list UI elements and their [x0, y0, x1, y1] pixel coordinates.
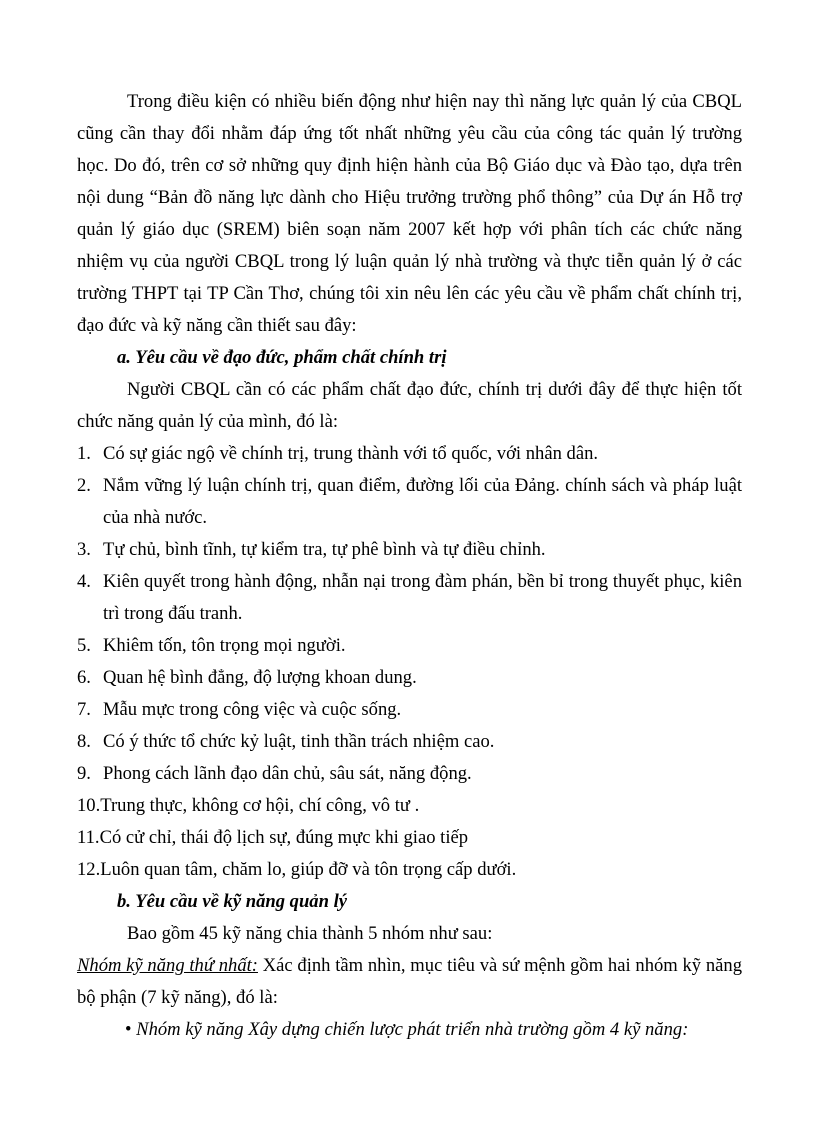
item-number: 10. [77, 795, 101, 816]
group1-paragraph [77, 950, 742, 1014]
list-item [77, 534, 742, 566]
bullet-line [77, 1014, 742, 1046]
group1-text: Xác định tầm nhìn, mục tiêu và sứ mệnh gồm hai nhóm kỹ năng bộ phận (7 kỹ năng), đó là: [77, 955, 742, 1008]
item-text: Phong cách lãnh đạo dân chủ, sâu sát, năng động. [103, 763, 472, 784]
list-item [77, 438, 742, 470]
list-item [77, 694, 742, 726]
group1-title: Nhóm kỹ năng thứ nhất: [77, 955, 258, 976]
list-item [77, 726, 742, 758]
item-number: 8. [77, 731, 91, 752]
section-a-intro: Người CBQL cần có các phẩm chất đạo đức, chính trị dưới đây để thực hiện tốt chức năng quản lý của mình, đó là: [77, 379, 742, 432]
item-text: Có cử chỉ, thái độ lịch sự, đúng mực khi giao tiếp [99, 827, 469, 848]
item-text: Khiêm tốn, tôn trọng mọi người. [103, 635, 346, 656]
bullet-icon: • [125, 1019, 132, 1040]
list-item [77, 662, 742, 694]
item-number: 9. [77, 763, 91, 784]
item-number: 7. [77, 699, 91, 720]
item-text: Nắm vững lý luận chính trị, quan điểm, đường lối của Đảng. chính sách và pháp luật của nhà nước. [103, 475, 742, 528]
section-a-heading: a. Yêu cầu về đạo đức, phẩm chất chính trị [117, 347, 447, 368]
list-item [77, 854, 742, 886]
item-number: 3. [77, 539, 91, 560]
item-number: 6. [77, 667, 91, 688]
item-text: Trung thực, không cơ hội, chí công, vô tư . [100, 795, 420, 816]
section-b-heading: b. Yêu cầu về kỹ năng quản lý [117, 891, 348, 912]
item-text: Tự chủ, bình tĩnh, tự kiểm tra, tự phê bình và tự điều chỉnh. [103, 539, 546, 560]
item-number: 11. [77, 827, 100, 848]
list-item [77, 758, 742, 790]
intro-paragraph: Trong điều kiện có nhiều biến động như hiện nay thì năng lực quản lý của CBQL cũng cần thay đổi nhằm đáp ứng tốt nhất những yêu cầu của công tác quản lý trường học. Do đó, trên cơ sở những quy định hiện hành của Bộ Giáo dục và Đào tạo, dựa trên nội dung “Bản đồ năng lực dành cho Hiệu trưởng trường phổ thông” của Dự án Hỗ trợ quản lý giáo dục (SREM) biên soạn năm 2007 kết hợp với phân tích các chức năng nhiệm vụ của người CBQL trong lý luận quản lý nhà trường và thực tiễn quản lý ở các trường THPT tại TP Cần Thơ, chúng tôi xin nêu lên các yêu cầu về phẩm chất chính trị, đạo đức và kỹ năng cần thiết sau đây: [77, 91, 742, 336]
list-item [77, 630, 742, 662]
bullet-text: Nhóm kỹ năng Xây dựng chiến lược phát triển nhà trường gồm 4 kỹ năng: [136, 1019, 689, 1040]
ethics-list [77, 438, 742, 886]
list-item [77, 566, 742, 630]
list-item [77, 822, 742, 854]
item-text: Mẫu mực trong công việc và cuộc sống. [103, 699, 402, 720]
item-number: 12. [77, 859, 101, 880]
item-number: 5. [77, 635, 91, 656]
item-text: Có ý thức tổ chức kỷ luật, tinh thần trách nhiệm cao. [103, 731, 495, 752]
item-number: 4. [77, 571, 91, 592]
item-number: 2. [77, 475, 91, 496]
item-text: Luôn quan tâm, chăm lo, giúp đỡ và tôn trọng cấp dưới. [100, 859, 517, 880]
item-text: Có sự giác ngộ về chính trị, trung thành với tổ quốc, với nhân dân. [103, 443, 599, 464]
item-number: 1. [77, 443, 91, 464]
list-item [77, 790, 742, 822]
section-b-intro: Bao gồm 45 kỹ năng chia thành 5 nhóm như sau: [127, 923, 493, 944]
item-text: Kiên quyết trong hành động, nhẫn nại trong đàm phán, bền bỉ trong thuyết phục, kiên trì trong đấu tranh. [103, 571, 742, 624]
document-page [77, 86, 742, 1046]
list-item [77, 470, 742, 534]
item-text: Quan hệ bình đẳng, độ lượng khoan dung. [103, 667, 417, 688]
